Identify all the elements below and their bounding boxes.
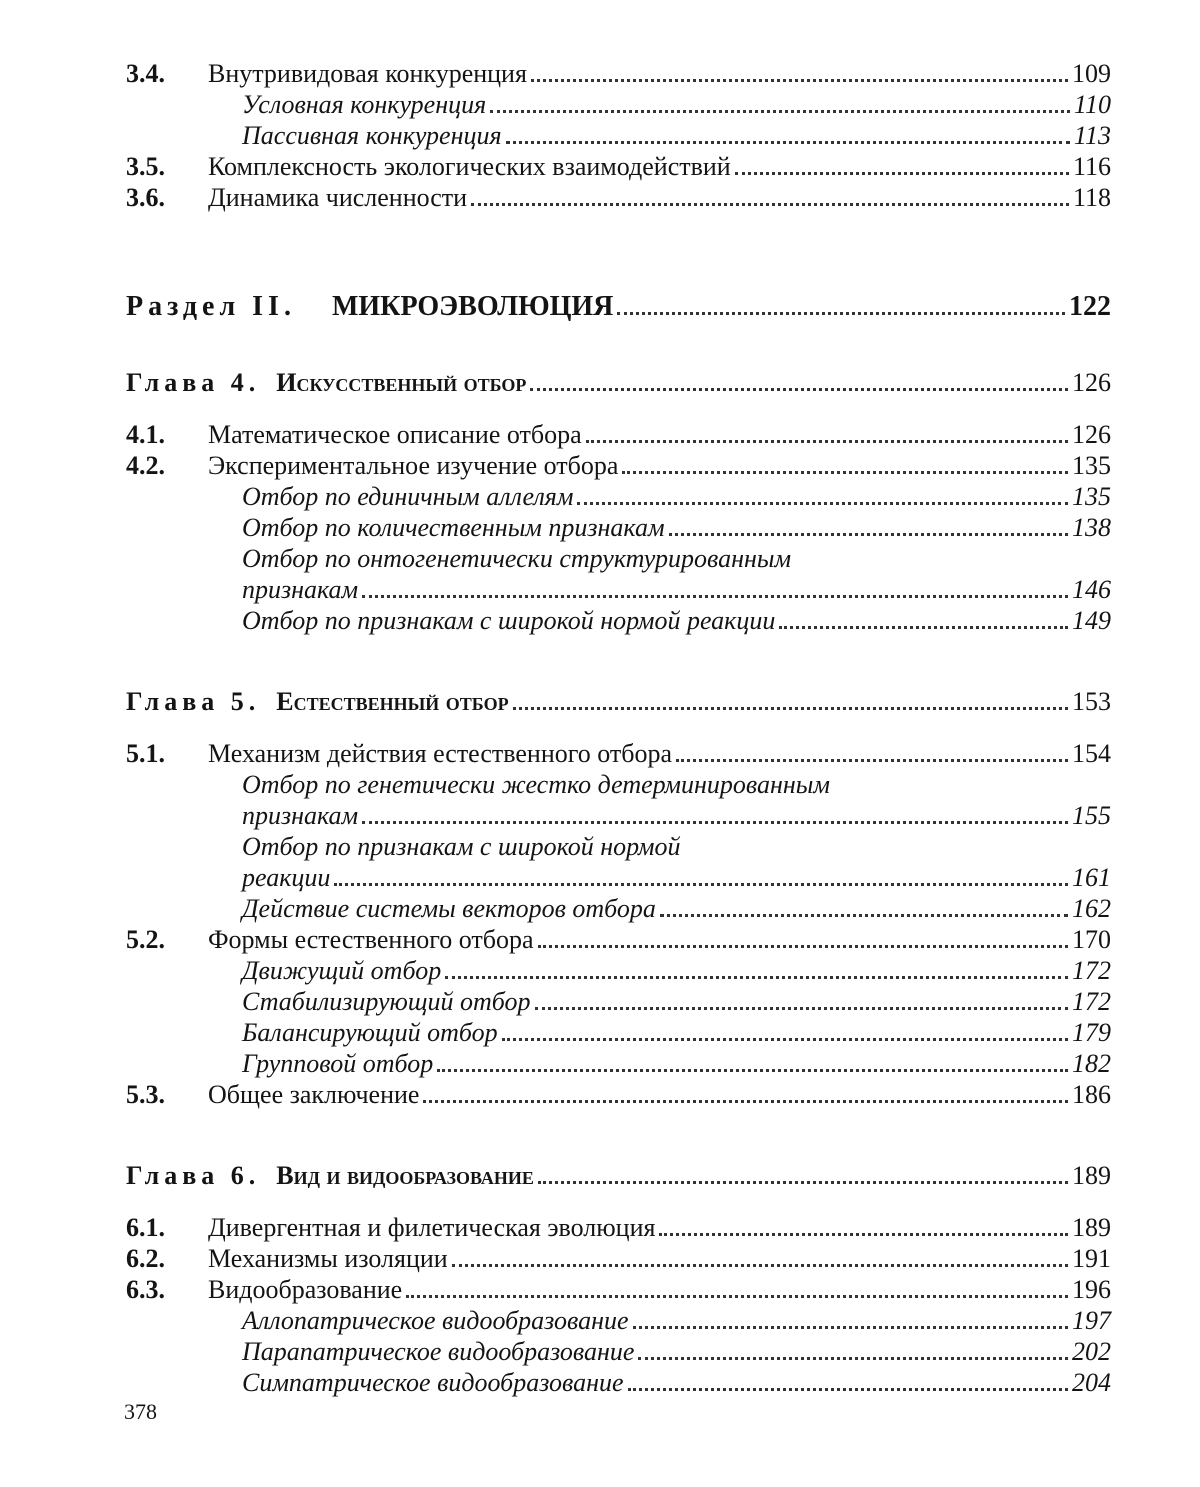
dot-leader [577,502,1068,505]
entry-page: 202 [1072,1337,1111,1366]
entry-title: признакам [242,801,359,830]
entry-number: 3.5. [126,152,165,181]
toc-subentry [126,574,1111,605]
dot-leader [617,312,1065,315]
dot-leader [423,1100,1068,1103]
entry-number: 3.6. [126,183,165,212]
entry-page: 118 [1072,183,1111,212]
entry-title: Движущий отбор [242,956,442,985]
entry-page: 155 [1072,801,1111,830]
spacer [126,213,1111,263]
toc-subentry [126,605,1111,636]
entry-title: Математическое описание отбора [208,420,582,449]
entry-title: Условная конкуренция [242,90,487,119]
entry-number: 5.1. [126,739,165,768]
entry-number: 3.4. [126,59,165,88]
entry-page: 204 [1072,1368,1111,1397]
dot-leader [531,79,1068,82]
entry-number: 6.1. [126,1213,165,1242]
dot-leader [513,707,1068,710]
entry-page: 189 [1072,1161,1111,1190]
entry-page: 182 [1072,1049,1111,1078]
entry-title-line1: Отбор по онтогенетически структурированным [242,544,792,573]
entry-page: 110 [1073,90,1111,119]
toc-subentry [126,1367,1111,1398]
dot-leader [676,759,1068,762]
entry-page: 162 [1072,894,1111,923]
spacer [126,636,1111,686]
entry-title: Действие системы векторов отбора [242,894,656,923]
spacer [126,263,1111,291]
entry-title: Отбор по единичным аллелям [242,482,574,511]
toc-subentry [126,862,1111,893]
dot-leader [406,1295,1068,1298]
toc-entry [126,1079,1111,1110]
dot-leader [445,976,1068,979]
toc-group-chapter5 [126,738,1111,1110]
toc-entry [126,1212,1111,1243]
entry-number: 4.1. [126,420,165,449]
entry-number: 5.2. [126,925,165,954]
dot-leader [362,595,1068,598]
entry-title: Формы естественного отбора [208,925,534,954]
toc-entry [126,182,1111,213]
entry-title: Механизмы изоляции [208,1244,448,1273]
entry-page: 170 [1072,925,1111,954]
entry-title: Пассивная конкуренция [242,121,502,150]
toc-subentry [126,1017,1111,1048]
entry-page: 138 [1072,513,1111,542]
dot-leader [437,1069,1068,1072]
dot-leader [538,1181,1068,1184]
toc-subentry [126,1336,1111,1367]
entry-title: Симпатрическое видообразование [242,1368,624,1397]
dot-leader [659,1233,1068,1236]
dot-leader [538,945,1068,948]
spacer [126,726,1111,738]
toc-entry [126,1243,1111,1274]
toc-subentry [126,800,1111,831]
entry-title: Групповой отбор [242,1049,434,1078]
toc-entry [126,450,1111,481]
dot-leader [502,1038,1068,1041]
entry-page: 113 [1073,121,1111,150]
toc-entry [126,738,1111,769]
entry-title-line1: Отбор по признакам с широкой нормой [242,832,681,861]
spacer [126,1110,1111,1160]
entry-title: Механизм действия естественного отбора [208,739,673,768]
entry-title: Отбор по признакам с широкой нормой реакции [242,606,776,635]
toc-subentry [126,120,1111,151]
toc-subentry [126,986,1111,1017]
chapter-title: Естественный отбор [276,687,509,716]
section-heading [126,291,1111,331]
entry-number: 4.2. [126,451,165,480]
entry-page: 126 [1072,368,1111,397]
section-label: Раздел II. [126,291,296,322]
dot-leader [490,110,1070,113]
entry-page: 196 [1072,1275,1111,1304]
table-of-contents [126,58,1111,1398]
toc-entry [126,58,1111,89]
entry-title: Общее заключение [208,1080,420,1109]
entry-title: Аллопатрическое видообразование [242,1306,629,1335]
entry-title: Дивергентная и филетическая эволюция [208,1213,656,1242]
dot-leader [334,883,1068,886]
toc-group-chapter6 [126,1212,1111,1398]
entry-page: 126 [1072,420,1111,449]
entry-title-line1: Отбор по генетически жестко детерминированным [242,770,830,799]
entry-title: Видообразование [208,1275,403,1304]
spacer [126,331,1111,367]
dot-leader [535,1007,1068,1010]
dot-leader [660,914,1068,917]
entry-title: Парапатрическое видообразование [242,1337,635,1366]
toc-group-chapter3-tail [126,58,1111,213]
dot-leader [628,1388,1068,1391]
chapter-label: Глава 4. [126,368,261,397]
toc-subentry [126,1305,1111,1336]
toc-group-chapter4 [126,419,1111,636]
entry-page: 191 [1072,1244,1111,1273]
entry-page: 172 [1072,956,1111,985]
entry-page: 179 [1072,1018,1111,1047]
toc-subentry [126,481,1111,512]
toc-subentry [126,89,1111,120]
chapter-heading [126,1160,1111,1200]
entry-number: 6.2. [126,1244,165,1273]
dot-leader [638,1357,1068,1360]
dot-leader [669,533,1068,536]
dot-leader [471,203,1069,206]
dot-leader [622,471,1068,474]
toc-entry [126,419,1111,450]
entry-page: 109 [1072,59,1111,88]
dot-leader [362,821,1068,824]
entry-page: 186 [1072,1080,1111,1109]
entry-title: Балансирующий отбор [242,1018,498,1047]
toc-subentry [126,955,1111,986]
entry-page: 153 [1072,687,1111,716]
chapter-label: Глава 5. [126,687,261,716]
dot-leader [530,388,1068,391]
toc-subentry [126,512,1111,543]
chapter-label: Глава 6. [126,1161,261,1190]
entry-title: Экспериментальное изучение отбора [208,451,619,480]
toc-entry [126,1274,1111,1305]
dot-leader [779,626,1068,629]
entry-title: Отбор по количественным признакам [242,513,665,542]
entry-title: признакам [242,575,359,604]
entry-page: 161 [1072,863,1111,892]
entry-title: Динамика численности [208,183,468,212]
dot-leader [586,440,1068,443]
entry-page: 116 [1072,152,1111,181]
toc-subentry [126,1048,1111,1079]
entry-page: 135 [1072,482,1111,511]
chapter-title: Вид и видообразование [276,1161,534,1190]
entry-number: 6.3. [126,1275,165,1304]
chapter-heading [126,367,1111,407]
entry-page: 154 [1072,739,1111,768]
toc-subentry [126,893,1111,924]
spacer [126,1200,1111,1212]
entry-title: реакции [242,863,331,892]
entry-page: 122 [1069,291,1111,322]
entry-page: 172 [1072,987,1111,1016]
section-title: МИКРОЭВОЛЮЦИЯ [331,291,614,322]
entry-page: 135 [1072,451,1111,480]
dot-leader [633,1326,1068,1329]
toc-entry [126,151,1111,182]
dot-leader [452,1264,1068,1267]
entry-page: 146 [1072,575,1111,604]
chapter-title: Искусственный отбор [276,368,527,397]
entry-number: 5.3. [126,1080,165,1109]
entry-page: 149 [1072,606,1111,635]
dot-leader [735,172,1069,175]
page-number: 378 [124,1399,157,1424]
entry-page: 189 [1072,1213,1111,1242]
toc-entry [126,924,1111,955]
entry-page: 197 [1072,1306,1111,1335]
entry-title: Комплексность экологических взаимодействий [208,152,731,181]
entry-title: Внутривидовая конкуренция [208,59,527,88]
spacer [126,407,1111,419]
entry-title: Стабилизирующий отбор [242,987,531,1016]
chapter-heading [126,686,1111,726]
dot-leader [506,141,1070,144]
